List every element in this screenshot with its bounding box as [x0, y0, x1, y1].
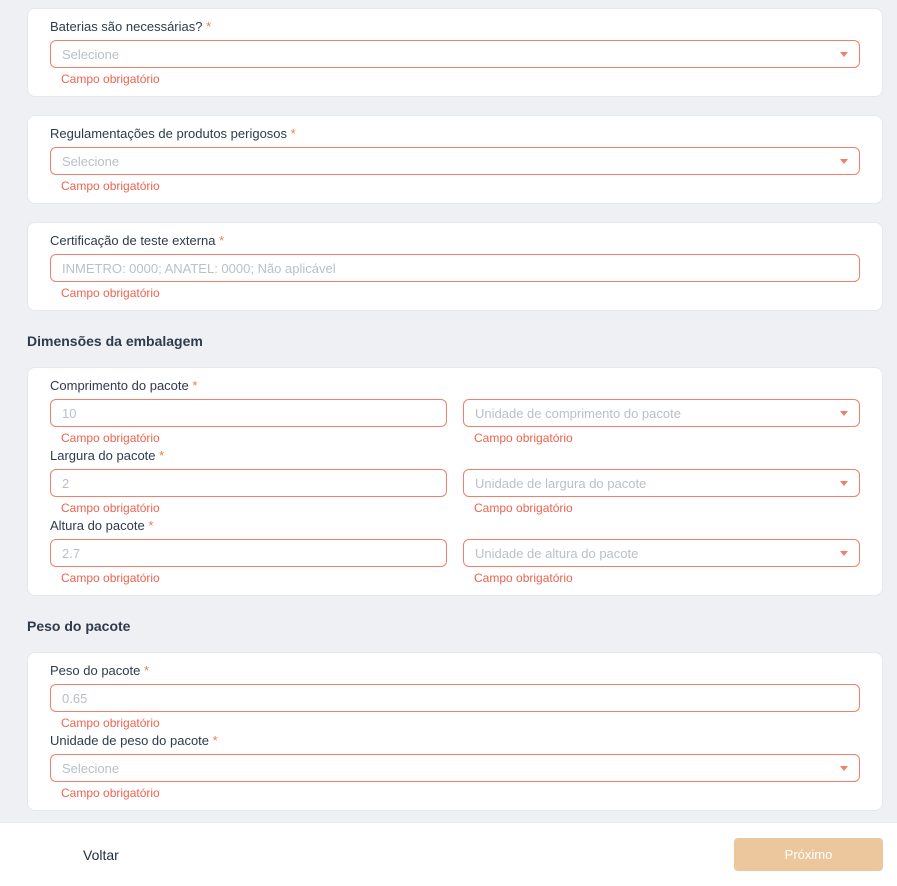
chevron-down-icon — [840, 52, 848, 57]
field-package-weight — [50, 663, 860, 730]
package-weight-error: Campo obrigatório — [61, 716, 160, 730]
hazmat-label — [50, 126, 860, 142]
field-hazmat — [50, 126, 860, 193]
required-asterisk: * — [192, 378, 198, 393]
package-weight-unit-placeholder: Selecione — [62, 760, 120, 776]
package-weight-input[interactable] — [50, 684, 860, 712]
package-length-error: Campo obrigatório — [61, 431, 160, 445]
package-weight-unit-label — [50, 733, 860, 749]
section-title-weight: Peso do pacote — [27, 618, 131, 634]
package-height-unit-error: Campo obrigatório — [474, 571, 573, 585]
required-asterisk: * — [159, 448, 165, 463]
package-weight-label — [50, 663, 860, 679]
card-dimensions — [27, 367, 883, 596]
next-button[interactable]: Próximo — [734, 838, 883, 871]
package-width-label — [50, 448, 860, 464]
package-height-row — [50, 539, 860, 585]
required-asterisk: * — [143, 663, 150, 678]
package-weight-label-text: Peso do pacote — [50, 663, 141, 678]
package-width-unit-select[interactable] — [463, 469, 860, 497]
certification-label — [50, 233, 860, 249]
package-width-unit-placeholder: Unidade de largura do pacote — [475, 475, 647, 491]
package-weight-unit-error: Campo obrigatório — [61, 786, 160, 800]
chevron-down-icon — [840, 481, 848, 486]
package-height-value-col — [50, 539, 447, 585]
batteries-select-placeholder: Selecione — [62, 46, 120, 62]
package-width-value-col — [50, 469, 447, 515]
certification-error: Campo obrigatório — [61, 286, 160, 300]
card-weight — [27, 652, 883, 811]
card-certification — [27, 222, 883, 311]
hazmat-label-text: Regulamentações de produtos perigosos — [50, 126, 288, 141]
batteries-error: Campo obrigatório — [61, 72, 160, 86]
package-width-input[interactable] — [50, 469, 447, 497]
package-height-label — [50, 518, 860, 534]
certification-label-text: Certificação de teste externa — [50, 233, 216, 248]
required-asterisk: * — [206, 19, 212, 34]
hazmat-error: Campo obrigatório — [61, 179, 160, 193]
package-height-error: Campo obrigatório — [61, 571, 160, 585]
required-asterisk: * — [290, 126, 296, 141]
package-weight-unit-select[interactable] — [50, 754, 860, 782]
card-batteries — [27, 8, 883, 97]
batteries-label — [50, 19, 860, 35]
required-asterisk: * — [212, 733, 218, 748]
package-length-input[interactable] — [50, 399, 447, 427]
chevron-down-icon — [840, 766, 848, 771]
batteries-label-text: Baterias são necessárias? — [50, 19, 203, 34]
package-length-row — [50, 399, 860, 445]
package-length-unit-col — [463, 399, 860, 445]
package-width-error: Campo obrigatório — [61, 501, 160, 515]
package-height-unit-select[interactable] — [463, 539, 860, 567]
package-height-unit-placeholder: Unidade de altura do pacote — [475, 545, 639, 561]
hazmat-select[interactable] — [50, 147, 860, 175]
package-length-unit-select[interactable] — [463, 399, 860, 427]
field-certification — [50, 233, 860, 300]
package-length-unit-error: Campo obrigatório — [474, 431, 573, 445]
package-width-unit-col — [463, 469, 860, 515]
chevron-down-icon — [840, 411, 848, 416]
chevron-down-icon — [840, 551, 848, 556]
required-asterisk: * — [148, 518, 154, 533]
hazmat-select-placeholder: Selecione — [62, 153, 120, 169]
required-asterisk: * — [219, 233, 225, 248]
chevron-down-icon — [840, 159, 848, 164]
certification-input[interactable] — [50, 254, 860, 282]
package-height-unit-col — [463, 539, 860, 585]
package-length-label — [50, 378, 860, 394]
package-height-input[interactable] — [50, 539, 447, 567]
section-title-dimensions: Dimensões da embalagem — [27, 333, 203, 349]
package-width-row — [50, 469, 860, 515]
package-length-value-col — [50, 399, 447, 445]
package-width-label-text: Largura do pacote — [50, 448, 156, 463]
package-length-label-text: Comprimento do pacote — [50, 378, 189, 393]
package-length-unit-placeholder: Unidade de comprimento do pacote — [475, 405, 681, 421]
package-weight-unit-label-text: Unidade de peso do pacote — [50, 733, 210, 748]
field-package-weight-unit — [50, 733, 860, 800]
batteries-select[interactable] — [50, 40, 860, 68]
form-footer — [0, 822, 897, 886]
field-batteries — [50, 19, 860, 86]
back-link[interactable]: Voltar — [83, 846, 119, 863]
field-package-width — [50, 448, 860, 515]
package-height-label-text: Altura do pacote — [50, 518, 145, 533]
card-hazmat — [27, 115, 883, 204]
package-width-unit-error: Campo obrigatório — [474, 501, 573, 515]
field-package-length — [50, 378, 860, 445]
field-package-height — [50, 518, 860, 585]
